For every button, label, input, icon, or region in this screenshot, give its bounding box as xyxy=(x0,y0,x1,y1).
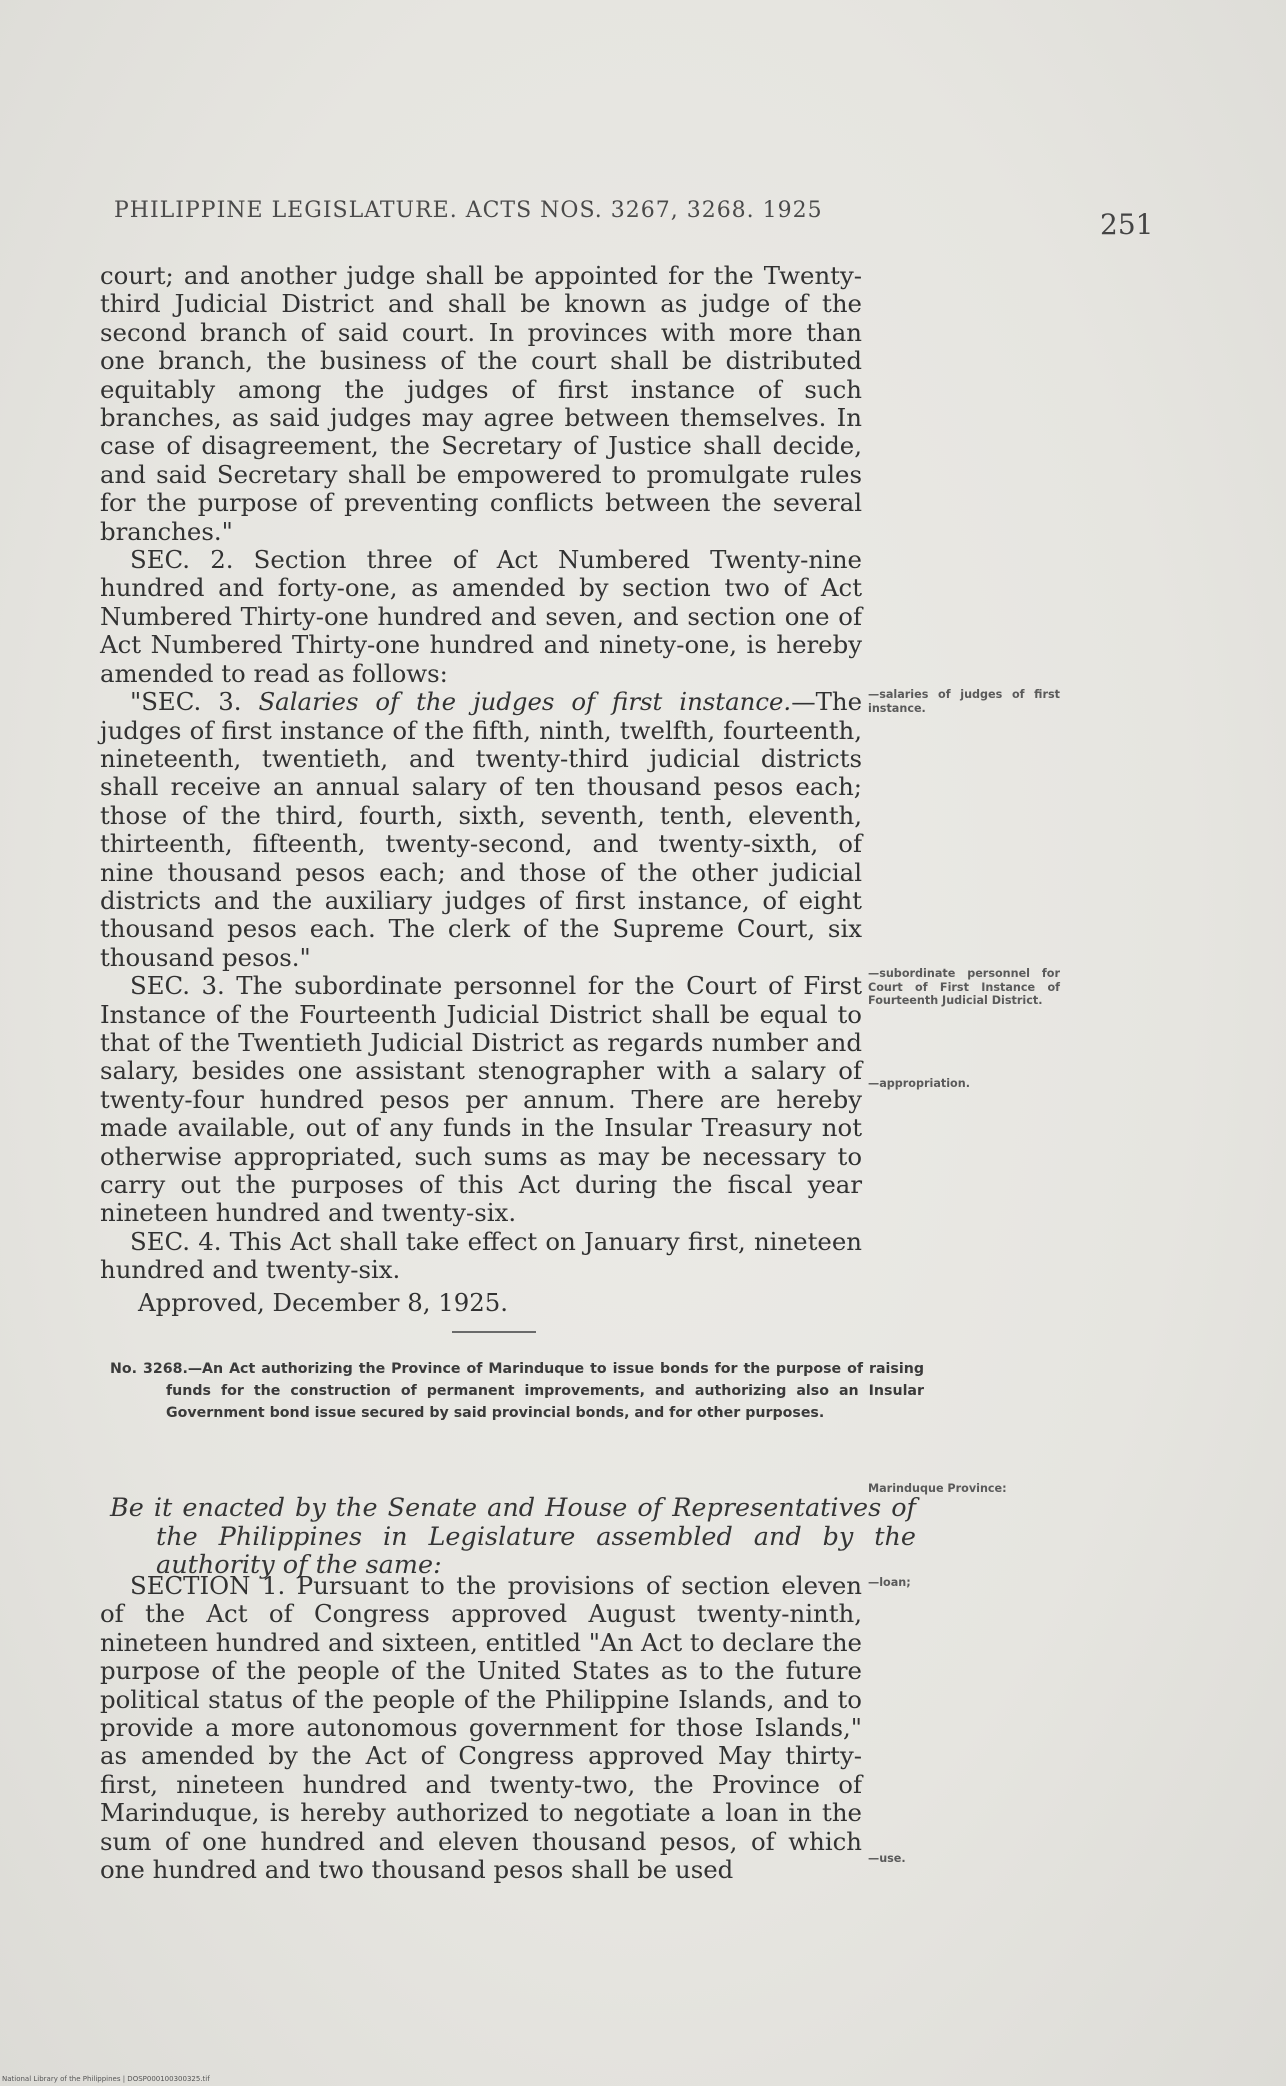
approved-date: Approved, December 8, 1925. xyxy=(138,1287,509,1317)
enacting-clause: Be it enacted by the Senate and House of Representatives of the Philippines in Legislature assembled and by the authority of the same: xyxy=(110,1493,916,1580)
section-label: SECTION 1. xyxy=(130,1571,286,1600)
margin-note-loan: —loan; xyxy=(868,1576,911,1589)
section-3 xyxy=(100,972,862,1228)
section-label: SEC. 2. xyxy=(130,545,234,575)
scan-credit: National Library of the Philippines | DOSP000100300325.tif xyxy=(2,2075,210,2083)
section-1 xyxy=(100,1572,862,1884)
margin-note-personnel: —subordinate personnel for Court of First Instance of Fourteenth Judicial District. xyxy=(868,967,1060,1007)
margin-note-use: —use. xyxy=(868,1852,906,1865)
section-text: The subordinate personnel for the Court of First Instance of the Fourteenth Judicial District shall be equal to that of the Twentieth Judicial District as regards number and salary, besides one assistant stenographer with a salary of twenty-four hundred pesos per annum. There are hereby made available, out of any funds in the Insular Treasury not otherwise appropriated, such sums as may be necessary to carry out the purposes of this Act during the fiscal year nineteen hundred and twenty-six. xyxy=(100,971,862,1228)
section-text: —The judges of first instance of the fifth, ninth, twelfth, fourteenth, nineteenth, twentieth, and twenty-third judicial districts shall receive an annual salary of ten thousand pesos each; those of the third, fourth, sixth, seventh, tenth, eleventh, thirteenth, fifteenth, twenty-second, and twenty-sixth, of nine thousand pesos each; and those of the other judicial districts and the auxiliary judges of first instance, of eight thousand pesos each. The clerk of the Supreme Court, six thousand pesos." xyxy=(100,687,863,972)
section-4 xyxy=(100,1228,862,1285)
section-2 xyxy=(100,546,862,688)
paragraph-continuation: court; and another judge shall be appointed for the Twenty-third Judicial District and shall be known as judge of the second branch of said court. In provinces with more than one branch, the business of the court shall be distributed equitably among the judges of first instance of such branches, as said judges may agree between themselves. In case of disagreement, the Secretary of Justice shall decide, and said Secretary shall be empowered to promulgate rules for the purpose of preventing conflicts between the several branches." xyxy=(100,261,862,546)
section-text: Section three of Act Numbered Twenty-nine hundred and forty-one, as amended by section two of Act Numbered Thirty-one hundred and seven, and section one of Act Numbered Thirty-one hundred and ninety-one, is hereby amended to read as follows: xyxy=(100,545,862,688)
margin-note-marinduque: Marinduque Province: xyxy=(868,1482,1007,1495)
page-number: 251 xyxy=(1100,208,1154,241)
margin-note-salaries: —salaries of judges of first instance. xyxy=(868,688,1060,715)
section-divider xyxy=(452,1331,536,1333)
margin-note-appropriation: —appropriation. xyxy=(868,1077,970,1090)
section-label: SEC. 3. xyxy=(130,971,225,1001)
section-text: This Act shall take effect on January first, nineteen hundred and twenty-six. xyxy=(100,1226,863,1285)
section-label: "SEC. 3. xyxy=(130,687,242,717)
quoted-section-3 xyxy=(100,688,862,972)
act-3268-title: No. 3268.—An Act authorizing the Province of Marinduque to issue bonds for the purpose of raising funds for the construction of permanent improvements, and authorizing also an Insular Government bond issue secured by said provincial bonds, and for other purposes. xyxy=(110,1361,924,1421)
section-text: Pursuant to the provisions of section eleven of the Act of Congress approved August twenty-ninth, nineteen hundred and sixteen, entitled "An Act to declare the purpose of the people of the United States as to the future political status of the people of the Philippine Islands, and to provide a more autonomous government for those Islands," as amended by the Act of Congress approved May thirty-first, nineteen hundred and twenty-two, the Province of Marinduque, is hereby authorized to negotiate a loan in the sum of one hundred and eleven thousand pesos, of which one hundred and two thousand pesos shall be used xyxy=(100,1571,862,1885)
act-3267-body xyxy=(100,262,862,1317)
section-title: Salaries of the judges of first instance. xyxy=(241,687,792,717)
act-3268-body xyxy=(100,1572,862,1884)
running-head: PHILIPPINE LEGISLATURE. ACTS NOS. 3267, 3268. 1925 xyxy=(114,198,823,223)
section-label: SEC. 4. xyxy=(130,1226,222,1256)
